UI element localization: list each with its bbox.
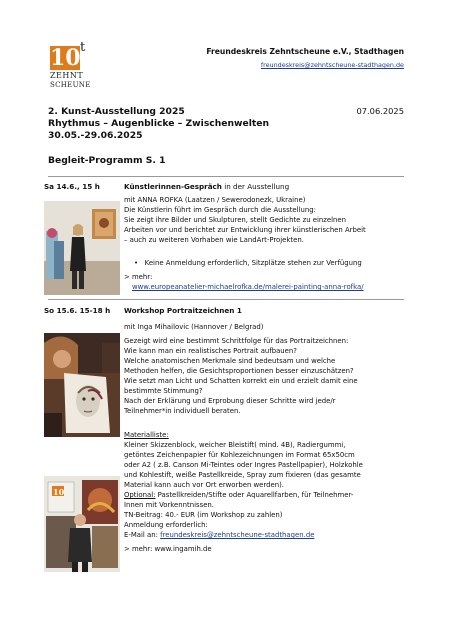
materials-line: getöntes Zeichenpapier für Kohlezeichnungen im Format 65x50cm	[124, 451, 355, 459]
event1-with: mit ANNA ROFKA (Laatzen / Sewerodonezk, Ukraine)	[124, 196, 306, 204]
optional-line: Innen mit Vorkenntnissen.	[124, 501, 214, 509]
event1-desc-line: Die Künstlerin führt im Gespräch durch die Ausstellung:	[124, 206, 316, 214]
event1-photo	[44, 201, 120, 295]
optional-label: Optional:	[124, 491, 156, 499]
event1-bullet-text: Keine Anmeldung erforderlich, Sitzplätze stehen zur Verfügung	[144, 259, 362, 267]
exhibition-title	[48, 106, 269, 142]
event2-more: > mehr: www.ingamih.de	[124, 545, 212, 553]
title-line2: Rhythmus – Augenblicke – Zwischenwelten	[48, 118, 270, 129]
event2-desc-line: Teilnehmer*in individuell beraten.	[124, 407, 241, 415]
event2-desc-line: Welche anatomischen Merkmale sind bedeutsam und welche	[124, 357, 336, 365]
event2-desc-line: Methoden helfen, die Gesichtsproportionen besser einzuschätzen?	[124, 367, 354, 375]
event2-desc-line: Wie setzt man Licht und Schatten korrekt ein und erzielt damit eine	[124, 377, 358, 385]
event2-title: Workshop Portraitzeichnen 1	[124, 306, 242, 315]
logo-line1: ZEHNT	[50, 71, 84, 80]
optional-line: Pastellkreiden/Stifte oder Aquarellfarben, für Teilnehmer-	[155, 491, 354, 499]
divider-top	[48, 176, 404, 177]
event1-more-link[interactable]: www.europeanatelier-michaelrofka.de/malerei-painting-anna-rofka/	[132, 283, 364, 291]
logo-number: 10	[50, 45, 81, 71]
event1-bullet: • Keine Anmeldung erforderlich, Sitzplätze stehen zur Verfügung	[134, 259, 362, 267]
event2-email-link[interactable]: freundeskreis@zehntscheune-stadthagen.de	[160, 531, 315, 539]
zehntscheune-logo	[48, 40, 94, 94]
materials-line: Material kann auch vor Ort erworben werden).	[124, 481, 284, 489]
event1-desc-line: Sie zeigt ihre Bilder und Skulpturen, stellt Gedichte zu einzelnen	[124, 216, 347, 224]
logo-line2: SCHEUNE	[50, 81, 91, 89]
divider-middle	[48, 299, 404, 300]
event1-title-bold: Künstlerinnen-Gespräch	[124, 182, 222, 191]
event2-email-label: E-Mail an:	[124, 531, 161, 539]
event2-desc-line: Gezeigt wird eine bestimmt Schrittfolge für das Portraitzeichnen:	[124, 337, 349, 345]
event1-more	[124, 272, 408, 292]
title-line1: 2. Kunst-Ausstellung 2025	[48, 106, 185, 117]
event2-desc-line: Wie kann man ein realistisches Portrait aufbauen?	[124, 347, 297, 355]
event1-body	[124, 195, 408, 245]
event1-date: Sa 14.6., 15 h	[44, 182, 100, 191]
event2-fee: TN-Beitrag: 40.- EUR (im Workshop zu zahlen)	[124, 511, 283, 519]
organization-name: Freundeskreis Zehntscheune e.V., Stadthagen	[206, 47, 404, 56]
event2-date: So 15.6. 15-18 h	[44, 306, 111, 315]
logo-superscript: t	[80, 40, 86, 55]
event1-title-rest: in der Ausstellung	[221, 182, 290, 191]
event2-registration: Anmeldung erforderlich:	[124, 521, 208, 529]
event1-desc-line: Arbeiten vor und berichtet zur Entwicklung ihrer künstlerischen Arbeit	[124, 226, 366, 234]
header-email-link[interactable]: freundeskreis@zehntscheune-stadthagen.de	[260, 61, 404, 69]
event2-desc-line: Nach der Erklärung und Erprobung dieser Schritte wird jede/r	[124, 397, 336, 405]
event1-title	[124, 182, 289, 191]
program-heading: Begleit-Programm S. 1	[48, 155, 166, 166]
event2-photo-2	[44, 476, 120, 572]
event2-desc-line: bestimmte Stimmung?	[124, 387, 203, 395]
materials-line: und Kohlestift, weiße Pastellkreide, Spray zum fixieren (das gesamte	[124, 471, 361, 479]
event2-body	[124, 322, 408, 554]
document-date: 07.06.2025	[356, 106, 404, 116]
materials-label: Materialliste:	[124, 431, 169, 439]
event1-more-label: > mehr:	[124, 273, 153, 281]
materials-line: Kleiner Skizzenblock, weicher Bleistift( mind. 4B), Radiergummi,	[124, 441, 346, 449]
title-line3: 30.05.-29.06.2025	[48, 130, 143, 141]
event2-with: mit Inga Mihailovic (Hannover / Belgrad)	[124, 323, 264, 331]
event1-desc-line: – auch zu weiteren Vorhaben wie LandArt-Projekten.	[124, 236, 304, 244]
materials-line: oder A2 ( z.B. Canson Mi-Teintes oder Ingres Pastellpapier), Holzkohle	[124, 461, 363, 469]
event2-photo	[44, 333, 120, 437]
svg-text:10: 10	[53, 487, 65, 497]
